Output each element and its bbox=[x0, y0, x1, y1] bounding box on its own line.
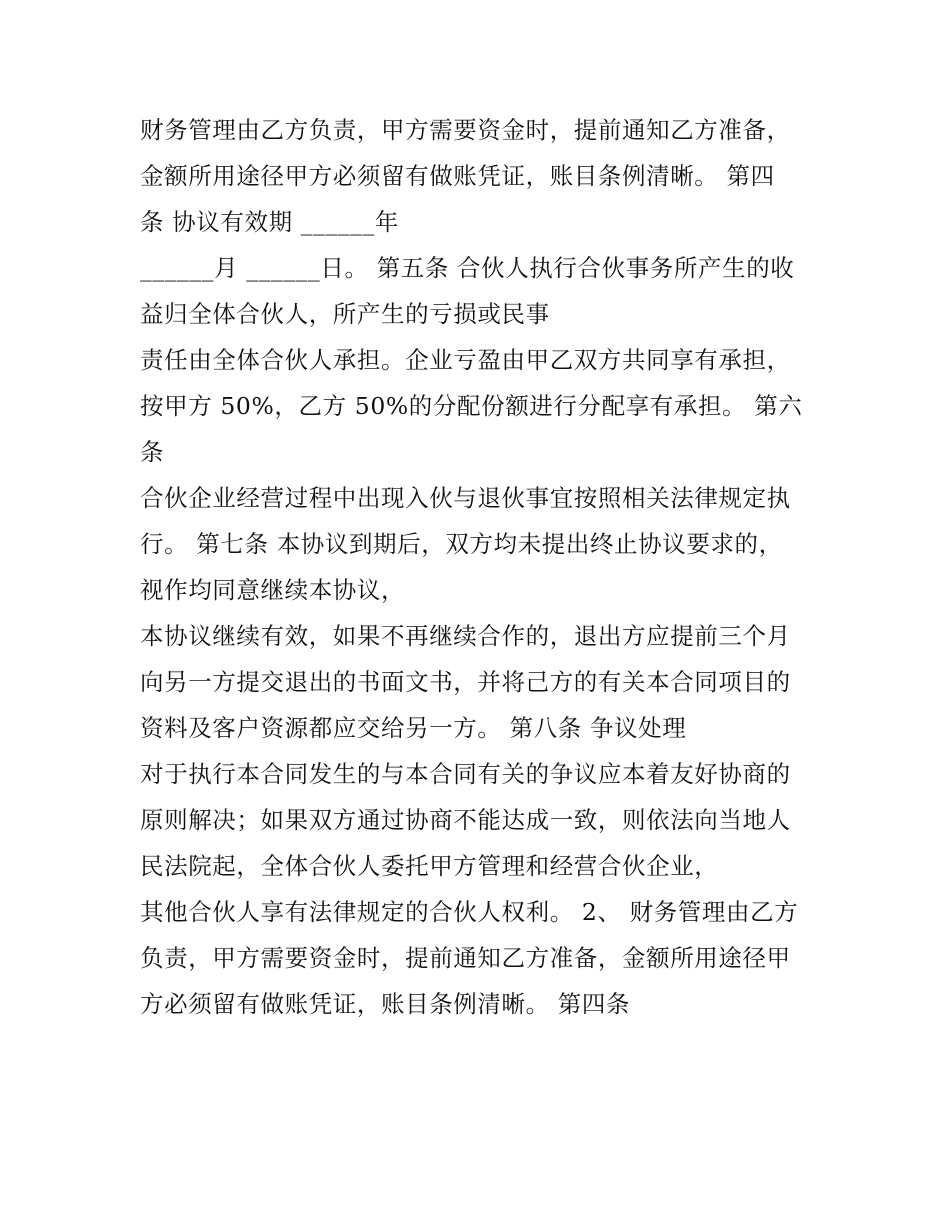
text-line: 条 协议有效期 ______年 bbox=[140, 208, 399, 236]
text-line: 资料及客户资源都应交给另一方。 第八条 争议处理 bbox=[140, 714, 687, 742]
text-line: 财务管理由乙方负责，甲方需要资金时，提前通知乙方准备， bbox=[140, 116, 791, 144]
text-line: 合伙企业经营过程中出现入伙与退伙事宜按照相关法律规定执 bbox=[140, 484, 791, 512]
document-body bbox=[140, 107, 840, 1027]
text-line: 条 bbox=[140, 438, 165, 466]
text-line: 责任由全体合伙人承担。企业亏盈由甲乙双方共同享有承担， bbox=[140, 346, 791, 374]
text-line: 本协议继续有效，如果不再继续合作的，退出方应提前三个月 bbox=[140, 622, 791, 650]
text-line: 金额所用途径甲方必须留有做账凭证，账目条例清晰。 第四 bbox=[140, 162, 775, 190]
text-line: 其他合伙人享有法律规定的合伙人权利。 2、 财务管理由乙方 bbox=[140, 898, 799, 926]
text-line: 原则解决；如果双方通过协商不能达成一致，则依法向当地人 bbox=[140, 806, 791, 834]
text-line: 向另一方提交退出的书面文书，并将己方的有关本合同项目的 bbox=[140, 668, 791, 696]
text-line: 对于执行本合同发生的与本合同有关的争议应本着友好协商的 bbox=[140, 760, 791, 788]
text-line: 益归全体合伙人，所产生的亏损或民事 bbox=[140, 300, 550, 328]
text-line: 行。 第七条 本协议到期后，双方均未提出终止协议要求的， bbox=[140, 530, 783, 558]
text-line: 方必须留有做账凭证，账目条例清晰。 第四条 bbox=[140, 990, 631, 1018]
text-line: 按甲方 50%，乙方 50%的分配份额进行分配享有承担。 第六 bbox=[140, 392, 803, 420]
text-line: 民法院起，全体合伙人委托甲方管理和经营合伙企业， bbox=[140, 852, 719, 880]
text-line: ______月 ______日。 第五条 合伙人执行合伙事务所产生的收 bbox=[140, 254, 795, 282]
text-line: 视作均同意继续本协议， bbox=[140, 576, 406, 604]
text-line: 负责，甲方需要资金时，提前通知乙方准备，金额所用途径甲 bbox=[140, 944, 791, 972]
